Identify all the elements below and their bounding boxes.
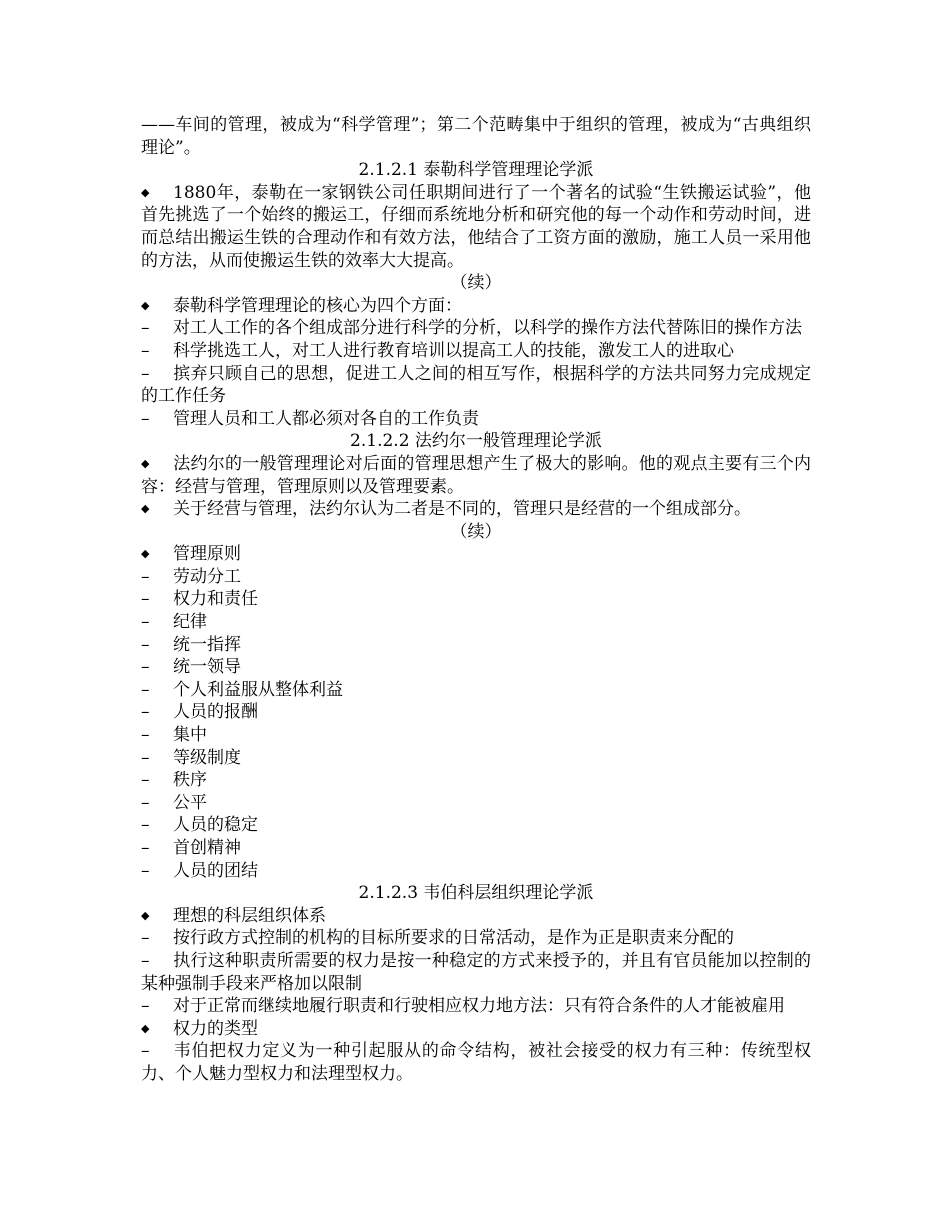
diamond-bullet-icon: ◆ bbox=[141, 185, 150, 199]
bullet-paragraph bbox=[141, 543, 811, 566]
line-text: 权力的类型 bbox=[173, 1018, 258, 1039]
line-text: 统一指挥 bbox=[173, 634, 241, 655]
section-heading bbox=[141, 272, 811, 295]
dash-item bbox=[141, 950, 811, 995]
dash-marker: – bbox=[141, 566, 150, 587]
dash-item bbox=[141, 340, 811, 363]
line-text: 个人利益服从整体利益 bbox=[173, 679, 343, 700]
section-heading bbox=[141, 882, 811, 905]
bullet-paragraph bbox=[141, 453, 811, 498]
line-text: 劳动分工 bbox=[173, 566, 241, 587]
document-page bbox=[141, 114, 811, 1086]
section-heading bbox=[141, 521, 811, 544]
dash-item bbox=[141, 317, 811, 340]
line-text: 执行这种职责所需要的权力是按一种稳定的方式来授予的，并且有官员能加以控制的某种强制手段来严格加以限制 bbox=[141, 950, 811, 994]
line-text: 2.1.2.3 韦伯科层组织理论学派 bbox=[358, 883, 594, 904]
line-text: 科学挑选工人，对工人进行教育培训以提高工人的技能，激发工人的进取心 bbox=[173, 340, 734, 361]
line-text: 秩序 bbox=[173, 770, 207, 791]
bullet-paragraph bbox=[141, 1018, 811, 1041]
line-text: 韦伯把权力定义为一种引起服从的命令结构，被社会接受的权力有三种：传统型权力、个人魅力型权力和法理型权力。 bbox=[141, 1041, 811, 1084]
dash-item bbox=[141, 860, 811, 883]
dash-marker: – bbox=[141, 792, 150, 813]
bullet-paragraph bbox=[141, 905, 811, 928]
dash-marker: – bbox=[141, 770, 150, 791]
dash-item bbox=[141, 588, 811, 611]
dash-item bbox=[141, 747, 811, 770]
dash-item bbox=[141, 656, 811, 679]
dash-marker: – bbox=[141, 815, 150, 836]
diamond-bullet-icon: ◆ bbox=[141, 547, 150, 561]
dash-item bbox=[141, 814, 811, 837]
line-text: 首创精神 bbox=[173, 838, 241, 858]
dash-marker: – bbox=[141, 679, 150, 700]
line-text: 人员的稳定 bbox=[173, 815, 258, 836]
dash-marker: – bbox=[141, 860, 150, 881]
dash-marker: – bbox=[141, 408, 150, 429]
dash-item bbox=[141, 566, 811, 589]
section-heading bbox=[141, 159, 811, 182]
line-text: 管理人员和工人都必须对各自的工作负责 bbox=[173, 408, 479, 429]
line-text: 纪律 bbox=[173, 612, 207, 633]
line-text: 1880年，泰勒在一家钢铁公司任职期间进行了一个著名的试验“生铁搬运试验”，他首先挑选了一个始终的搬运工，仔细而系统地分析和研究他的每一个动作和劳动时间，进而总结出搬运生铁的合理动作和有效方法，他结合了工资方面的激励，施工人员一采用他的方法，从而使搬运生铁的效率大大提高。 bbox=[141, 182, 811, 271]
line-text: 对于正常而继续地履行职责和行驶相应权力地方法：只有符合条件的人才能被雇用 bbox=[173, 996, 785, 1017]
dash-marker: – bbox=[141, 340, 150, 361]
dash-item bbox=[141, 611, 811, 634]
dash-marker: – bbox=[141, 747, 150, 768]
dash-item bbox=[141, 927, 811, 950]
diamond-bullet-icon: ◆ bbox=[141, 456, 150, 470]
bullet-paragraph bbox=[141, 498, 811, 521]
dash-marker: – bbox=[141, 318, 150, 339]
diamond-bullet-icon: ◆ bbox=[141, 908, 150, 922]
dash-item bbox=[141, 679, 811, 702]
line-text: 关于经营与管理，法约尔认为二者是不同的，管理只是经营的一个组成部分。 bbox=[173, 499, 751, 520]
line-text: 人员的报酬 bbox=[173, 702, 258, 723]
dash-item bbox=[141, 408, 811, 431]
line-text: ——车间的管理，被成为“科学管理”；第二个范畴集中于组织的管理，被成为“古典组织理论”。 bbox=[141, 115, 811, 158]
dash-item bbox=[141, 724, 811, 747]
line-text: 管理原则 bbox=[173, 544, 241, 565]
bullet-paragraph bbox=[141, 295, 811, 318]
line-text: 2.1.2.2 法约尔一般管理理论学派 bbox=[350, 431, 602, 452]
diamond-bullet-icon: ◆ bbox=[141, 502, 150, 516]
line-text: 集中 bbox=[173, 725, 207, 746]
line-text: 摈弃只顾自己的思想，促进工人之间的相互写作，根据科学的方法共同努力完成规定的工作任务 bbox=[141, 363, 811, 407]
line-text: 权力和责任 bbox=[173, 589, 258, 610]
line-text: 等级制度 bbox=[173, 747, 241, 768]
dash-item bbox=[141, 1040, 811, 1085]
dash-item bbox=[141, 363, 811, 408]
dash-marker: – bbox=[141, 657, 150, 678]
line-text: 统一领导 bbox=[173, 657, 241, 678]
line-text: 按行政方式控制的机构的目标所要求的日常活动，是作为正是职责来分配的 bbox=[173, 928, 734, 949]
dash-item bbox=[141, 701, 811, 724]
line-text: （续） bbox=[450, 521, 502, 542]
dash-marker: – bbox=[141, 634, 150, 655]
dash-item bbox=[141, 995, 811, 1018]
diamond-bullet-icon: ◆ bbox=[141, 1021, 150, 1035]
dash-marker: – bbox=[141, 950, 150, 971]
dash-marker: – bbox=[141, 996, 150, 1017]
dash-marker: – bbox=[141, 702, 150, 723]
dash-item bbox=[141, 634, 811, 657]
section-heading bbox=[141, 430, 811, 453]
dash-marker: – bbox=[141, 928, 150, 949]
line-text: 法约尔的一般管理理论对后面的管理思想产生了极大的影响。他的观点主要有三个内容：经营与管理，管理原则以及管理要素。 bbox=[141, 453, 811, 497]
dash-marker: – bbox=[141, 612, 150, 633]
line-text: 人员的团结 bbox=[173, 860, 258, 881]
line-text: （续） bbox=[450, 273, 502, 294]
line-text: 泰勒科学管理理论的核心为四个方面： bbox=[173, 295, 462, 316]
line-text: 理想的科层组织体系 bbox=[173, 905, 326, 926]
dash-marker: – bbox=[141, 725, 150, 746]
dash-marker: – bbox=[141, 363, 150, 384]
dash-item bbox=[141, 769, 811, 792]
dash-item bbox=[141, 792, 811, 815]
dash-marker: – bbox=[141, 589, 150, 610]
line-text: 2.1.2.1 泰勒科学管理理论学派 bbox=[358, 160, 594, 181]
line-text: 公平 bbox=[173, 792, 207, 813]
body-paragraph bbox=[141, 114, 811, 159]
dash-marker: – bbox=[141, 838, 150, 858]
dash-item bbox=[141, 837, 811, 860]
bullet-paragraph bbox=[141, 182, 811, 272]
diamond-bullet-icon: ◆ bbox=[141, 298, 150, 312]
line-text: 对工人工作的各个组成部分进行科学的分析，以科学的操作方法代替陈旧的操作方法 bbox=[173, 318, 802, 339]
dash-marker: – bbox=[141, 1041, 150, 1062]
